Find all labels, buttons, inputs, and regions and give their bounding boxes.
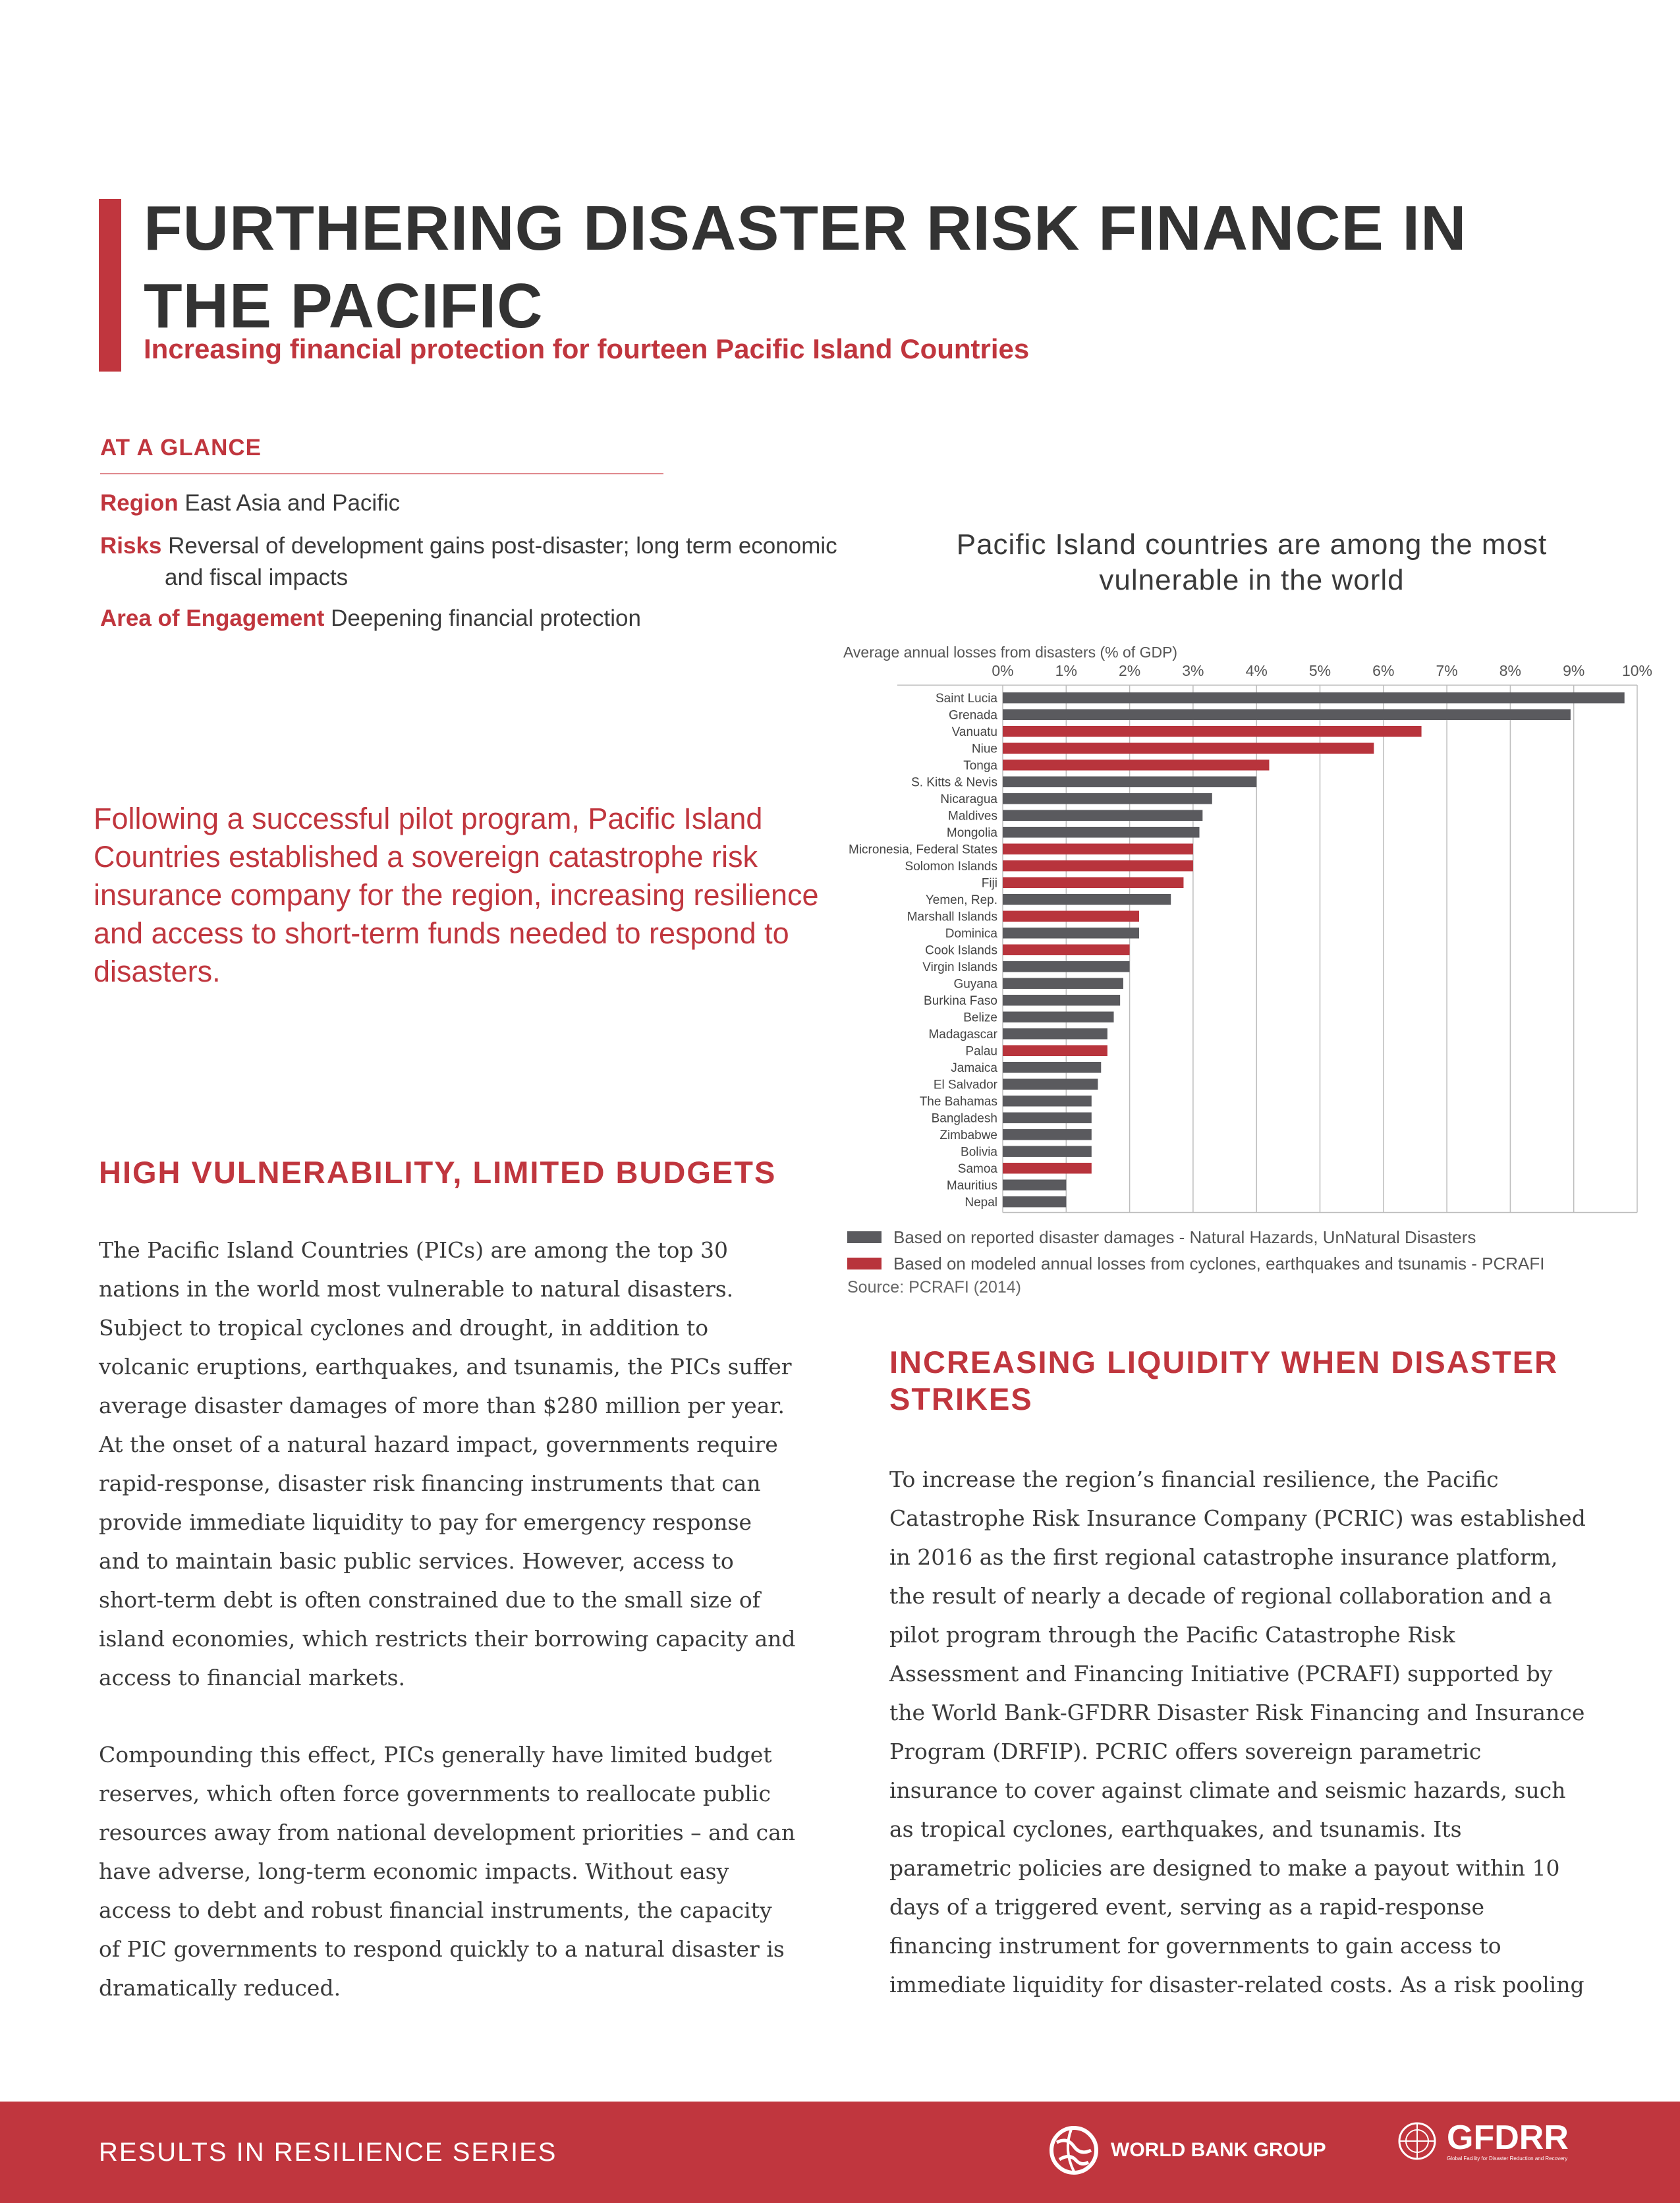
glance-area <box>100 603 798 634</box>
gfdrr-logo-text: GFDRR <box>1447 2119 1569 2157</box>
area-value: Deepening financial protection <box>331 605 641 631</box>
category-label: Maldives <box>948 809 997 823</box>
legend-item-reported <box>847 1224 1545 1250</box>
bar <box>1003 1028 1107 1040</box>
category-label: El Salvador <box>933 1078 997 1092</box>
x-tick-label: 4% <box>1245 662 1268 679</box>
category-label: Yemen, Rep. <box>925 893 997 907</box>
bar <box>1003 844 1193 855</box>
category-label: Vanuatu <box>951 725 997 739</box>
bar <box>1003 710 1571 721</box>
page-subtitle: Increasing financial protection for fourteen Pacific Island Countries <box>144 333 1030 364</box>
legend-swatch-modeled <box>847 1258 882 1269</box>
category-label: Samoa <box>957 1161 997 1176</box>
bar <box>1003 1196 1066 1208</box>
bar <box>1003 995 1120 1006</box>
category-label: Marshall Islands <box>907 910 997 924</box>
category-label: Micronesia, Federal States <box>849 843 997 857</box>
x-tick-label: 2% <box>1118 662 1141 679</box>
category-label: Solomon Islands <box>905 859 997 874</box>
bar <box>1003 1129 1092 1140</box>
title-accent-bar <box>99 199 121 372</box>
x-tick-label: 7% <box>1436 662 1458 679</box>
chart-source: Source: PCRAFI (2014) <box>847 1278 1021 1297</box>
category-label: Virgin Islands <box>922 960 997 974</box>
x-tick-label: 10% <box>1621 662 1653 679</box>
x-tick-label: 9% <box>1563 662 1585 679</box>
section-heading-liquidity: INCREASING LIQUIDITY WHEN DISASTER STRIKES <box>889 1345 1559 1416</box>
bar <box>1003 760 1269 771</box>
area-label: Area of Engagement <box>100 605 325 631</box>
region-value: East Asia and Pacific <box>184 490 401 516</box>
gfdrr-logo <box>1397 2120 1569 2162</box>
x-tick-label: 5% <box>1308 662 1331 679</box>
bar <box>1003 726 1422 737</box>
bar <box>1003 1146 1092 1157</box>
category-label: Mongolia <box>946 825 997 840</box>
bar <box>1003 860 1193 872</box>
category-label: Dominica <box>945 926 997 941</box>
bar <box>1003 810 1202 822</box>
bar <box>1003 928 1139 939</box>
category-label: Palau <box>965 1044 997 1059</box>
category-label: Grenada <box>949 708 997 723</box>
x-axis-label: Average annual losses from disasters (% of GDP) <box>843 644 1178 661</box>
bar <box>1003 945 1130 956</box>
wbg-logo-text: WORLD BANK GROUP <box>1111 2139 1326 2161</box>
category-label: Niue <box>971 742 997 756</box>
bar <box>1003 978 1123 990</box>
category-label: Fiji <box>981 876 997 891</box>
category-label: Jamaica <box>951 1061 997 1075</box>
gfdrr-tagline: Global Facility for Disaster Reduction and Recovery <box>1447 2156 1568 2161</box>
legend-label-reported: Based on reported disaster damages - Natural Hazards, UnNatural Disasters <box>893 1227 1476 1247</box>
at-a-glance-heading: AT A GLANCE <box>100 435 262 460</box>
legend-label-modeled: Based on modeled annual losses from cyclones, earthquakes and tsunamis - PCRAFI <box>893 1253 1545 1273</box>
bar <box>1003 1113 1092 1124</box>
category-label: Nepal <box>965 1195 997 1210</box>
bar <box>1003 827 1200 838</box>
bar <box>1003 1079 1098 1090</box>
category-label: Burkina Faso <box>924 993 997 1008</box>
category-label: Bangladesh <box>931 1111 997 1126</box>
world-bank-group-logo <box>1048 2124 1326 2177</box>
bar <box>1003 1096 1092 1107</box>
bar <box>1003 911 1139 922</box>
body-paragraph: The Pacific Island Countries (PICs) are among the top 30 nations in the world most vulnerable to natural disasters. Subject to tropical cyclones and drought, in addition to volcanic eruptions, earthquakes, and tsunamis, the PICs suffer average disaster damages of more than $280 million per year. At the onset of a natural hazard impact, governments require rapid-response, disaster risk financing instruments that can provide immediate liquidity to pay for emergency response and to maintain basic public services. However, access to short-term debt is often constrained due to the small size of island economies, which restricts their borrowing capacity and access to financial markets. <box>99 1237 796 1690</box>
bar <box>1003 1012 1114 1023</box>
section-heading-vulnerability: HIGH VULNERABILITY, LIMITED BUDGETS <box>99 1155 777 1190</box>
category-label: Guyana <box>953 977 997 991</box>
category-label: Tonga <box>963 758 997 773</box>
x-tick-label: 1% <box>1055 662 1077 679</box>
category-label: S. Kitts & Nevis <box>911 775 997 790</box>
bar <box>1003 743 1374 754</box>
losses-bar-chart <box>830 632 1654 1219</box>
series-name: RESULTS IN RESILIENCE SERIES <box>99 2138 557 2167</box>
body-paragraph: Compounding this effect, PICs generally have limited budget reserves, which often force governments to reallocate public resources away from national development priorities – and can have adverse, long-term economic impacts. Without easy access to debt and robust financial instruments, the capacity of PIC governments to respond quickly to a natural disaster is dramatically reduced. <box>99 1742 796 2001</box>
category-label: Madagascar <box>928 1027 997 1042</box>
category-label: Bolivia <box>961 1145 997 1159</box>
bar <box>1003 1046 1107 1057</box>
x-tick-label: 0% <box>992 662 1014 679</box>
category-label: Saint Lucia <box>935 691 997 706</box>
risks-value: Reversal of development gains post-disaster; long term economic and fiscal impacts <box>165 533 837 590</box>
category-label: Zimbabwe <box>939 1128 997 1142</box>
x-tick-label: 8% <box>1499 662 1522 679</box>
risks-label: Risks <box>100 533 162 559</box>
bar <box>1003 692 1625 704</box>
chart-legend <box>847 1224 1545 1297</box>
body-paragraph: To increase the region’s financial resilience, the Pacific Catastrophe Risk Insurance Company (PCRIC) was established in 2016 as the first regional catastrophe insurance platform, the result of nearly a decade of regional collaboration and a pilot program through the Pacific Catastrophe Risk Assessment and Financing Initiative (PCRAFI) supported by the World Bank-GFDRR Disaster Risk Financing and Insurance Program (DRFIP). PCRIC offers sovereign parametric insurance to cover against climate and seismic hazards, such as tropical cyclones, earthquakes, and tsunamis. Its parametric policies are designed to make a payout within 10 days of a triggered event, serving as a rapid-response financing instrument for governments to gain access to immediate liquidity for disaster-related costs. As a risk pooling <box>889 1466 1586 1997</box>
category-label: Cook Islands <box>925 943 997 958</box>
x-tick-label: 3% <box>1182 662 1204 679</box>
category-label: Mauritius <box>946 1179 997 1193</box>
bar <box>1003 1062 1101 1073</box>
gfdrr-emblem-icon <box>1397 2121 1438 2161</box>
category-label: The Bahamas <box>919 1094 997 1109</box>
bar <box>1003 1163 1092 1174</box>
page-title: FURTHERING DISASTER RISK FINANCE IN THE PACIFIC <box>144 193 1467 341</box>
glance-divider <box>100 473 663 474</box>
glance-region <box>100 488 798 519</box>
bar <box>1003 894 1171 905</box>
chart-title: Pacific Island countries are among the most vulnerable in the world <box>956 528 1548 596</box>
bar <box>1003 1180 1066 1191</box>
x-tick-label: 6% <box>1372 662 1395 679</box>
region-label: Region <box>100 490 179 516</box>
category-label: Nicaragua <box>940 792 997 806</box>
bar <box>1003 878 1183 889</box>
bar <box>1003 777 1256 788</box>
pull-quote: Following a successful pilot program, Pacific Island Countries established a sovereign catastrophe risk insurance company for the region, increasing resilience and access to short-term funds needed to respond to disasters. <box>94 802 819 988</box>
legend-swatch-reported <box>847 1231 882 1243</box>
globe-icon <box>1048 2124 1100 2177</box>
bar <box>1003 793 1212 804</box>
glance-risks <box>100 530 863 594</box>
legend-item-modeled <box>847 1250 1545 1277</box>
category-label: Belize <box>963 1011 997 1025</box>
bar <box>1003 961 1130 972</box>
